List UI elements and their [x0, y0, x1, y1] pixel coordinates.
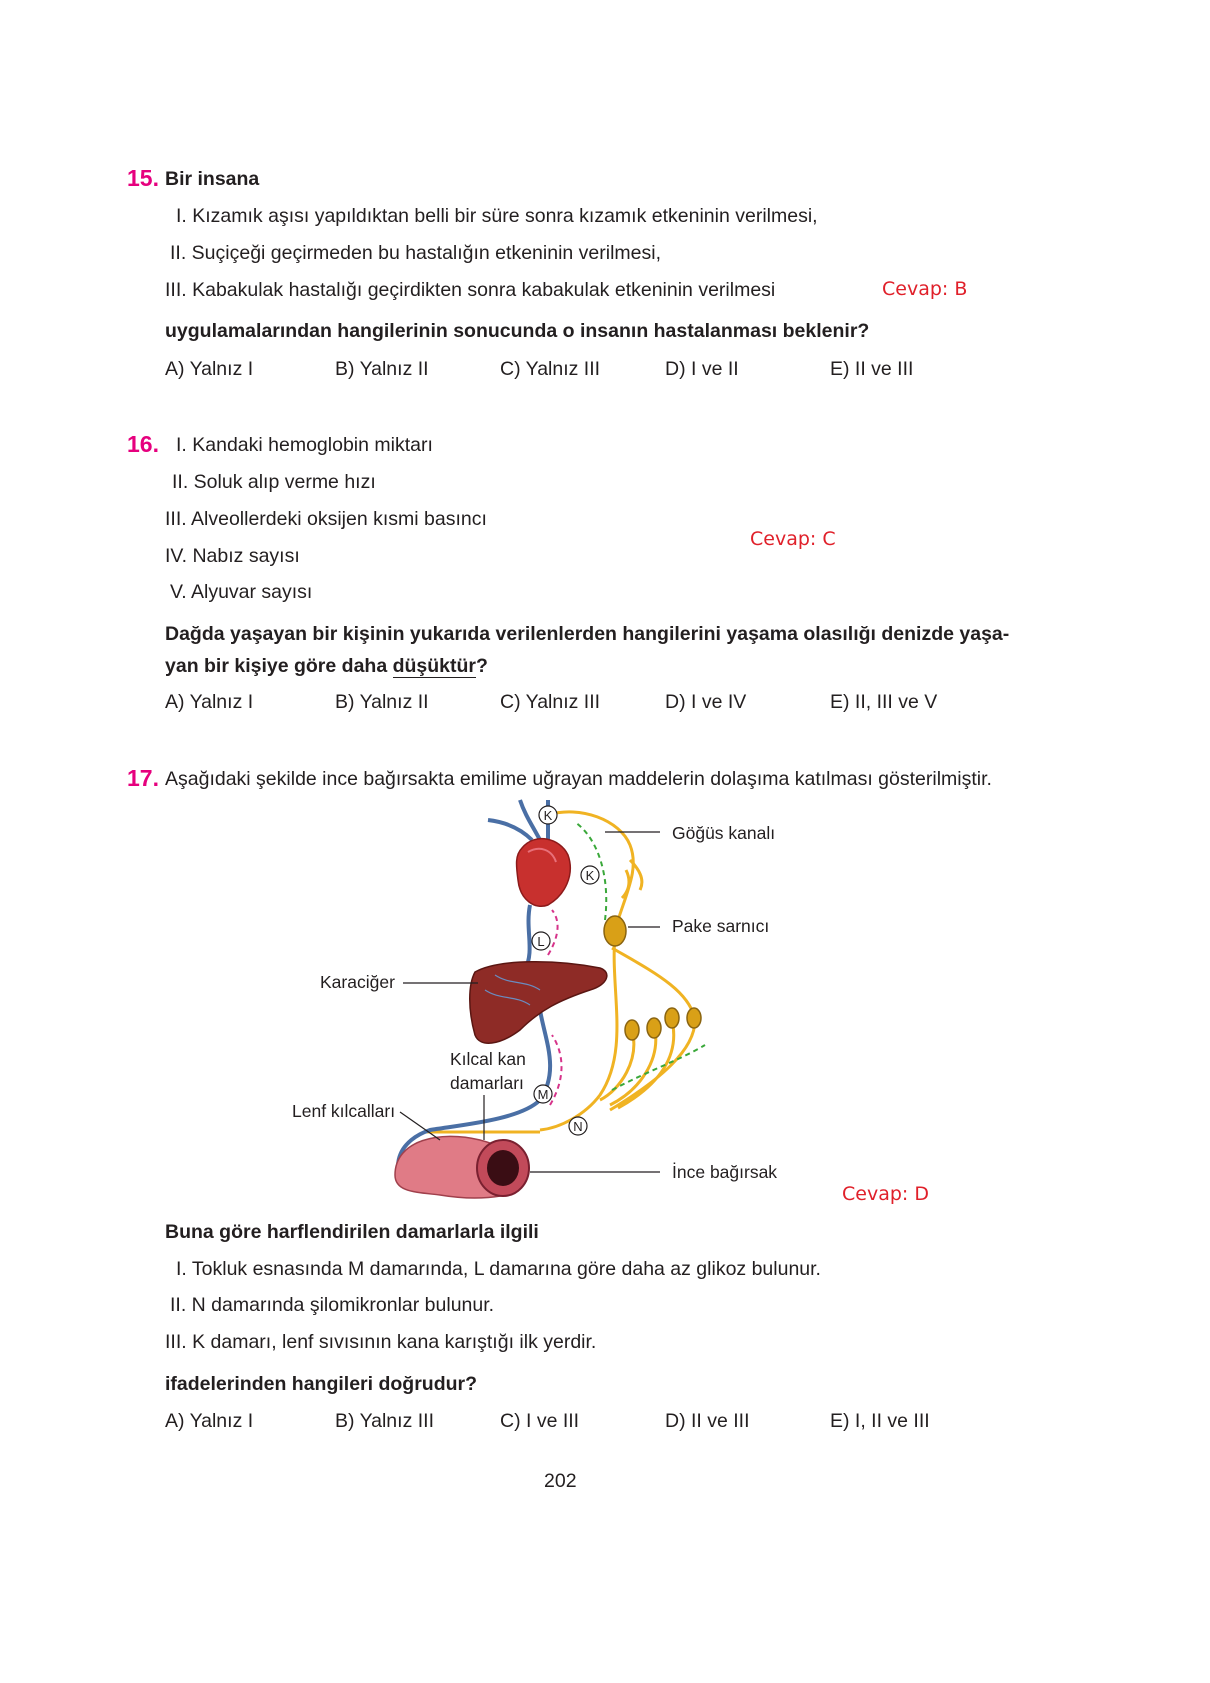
- label-ince-bagirsak: İnce bağırsak: [672, 1162, 778, 1182]
- q17-item-2: II. N damarında şilomikronlar bulunur.: [170, 1294, 495, 1316]
- q15-option-e[interactable]: E) II ve III: [830, 358, 914, 380]
- q16-question-line1: Dağda yaşayan bir kişinin yukarıda verilenlerden hangilerini yaşama olasılığı denizde yaşa-: [165, 623, 1010, 645]
- q15-question: uygulamalarından hangilerinin sonucunda o insanın hastalanması beklenir?: [165, 320, 870, 342]
- letter-k1: K: [543, 808, 553, 823]
- label-gogus-kanali: Göğüs kanalı: [672, 823, 776, 843]
- lymph-node-1: [625, 1020, 639, 1040]
- q15-item-3: III. Kabakulak hastalığı geçirdikten sonra kabakulak etkeninin verilmesi: [165, 279, 776, 301]
- lymph-node-4: [687, 1008, 701, 1028]
- q15-item-1: I. Kızamık aşısı yapıldıktan belli bir süre sonra kızamık etkeninin verilmesi,: [176, 205, 818, 227]
- q17-option-e[interactable]: E) I, II ve III: [830, 1410, 930, 1432]
- q16-option-a[interactable]: A) Yalnız I: [165, 691, 254, 713]
- q17-item-1: I. Tokluk esnasında M damarında, L damarına göre daha az glikoz bulunur.: [176, 1258, 821, 1280]
- circulation-diagram: [280, 795, 820, 1215]
- q15-option-a[interactable]: A) Yalnız I: [165, 358, 254, 380]
- label-kilcal-1: Kılcal kan: [450, 1049, 526, 1069]
- letter-l: L: [537, 934, 545, 949]
- q17-answer: Cevap: D: [842, 1183, 929, 1205]
- q17-option-b[interactable]: B) Yalnız III: [335, 1410, 434, 1432]
- q15-stem: Bir insana: [165, 168, 260, 190]
- liver-icon: [470, 962, 607, 1043]
- q17-option-c[interactable]: C) I ve III: [500, 1410, 580, 1432]
- q16-item-3: III. Alveollerdeki oksijen kısmi basıncı: [165, 508, 487, 530]
- label-karaciger: Karaciğer: [320, 972, 395, 992]
- cisterna-chyli-node: [604, 916, 626, 946]
- lymph-node-2: [647, 1018, 661, 1038]
- q16-question-line2: [165, 655, 488, 678]
- hepatic-vein: [525, 905, 530, 970]
- lymph-node-3: [665, 1008, 679, 1028]
- q16-question-pre: yan bir kişiye göre daha: [165, 655, 393, 677]
- q17-item-3: III. K damarı, lenf sıvısının kana karıştığı ilk yerdir.: [165, 1331, 597, 1353]
- q16-item-1: I. Kandaki hemoglobin miktarı: [176, 434, 433, 456]
- page-number: 202: [544, 1470, 577, 1492]
- q17-stem: Aşağıdaki şekilde ince bağırsakta emilime uğrayan maddelerin dolaşıma katılması gösterilmiştir.: [165, 768, 992, 790]
- q16-question-post: ?: [476, 655, 488, 677]
- q16-option-d[interactable]: D) I ve IV: [665, 691, 747, 713]
- letter-n: N: [573, 1119, 583, 1134]
- letter-k2: K: [585, 868, 595, 883]
- intestine-lumen-inner: [487, 1150, 519, 1186]
- q15-item-2: II. Suçiçeği geçirmeden bu hastalığın etkeninin verilmesi,: [170, 242, 662, 264]
- label-pake-sarnici: Pake sarnıcı: [672, 916, 770, 936]
- q16-option-e[interactable]: E) II, III ve V: [830, 691, 938, 713]
- letter-m: M: [537, 1087, 549, 1102]
- q15-option-b[interactable]: B) Yalnız II: [335, 358, 429, 380]
- q16-number: 16.: [127, 431, 159, 457]
- q16-option-b[interactable]: B) Yalnız II: [335, 691, 429, 713]
- blood-flow-arrow-l: [548, 910, 558, 955]
- vein-top-2: [488, 820, 532, 840]
- lymph-flow-arrow-side: [612, 1045, 705, 1090]
- q17-question: ifadelerinden hangileri doğrudur?: [165, 1373, 478, 1395]
- q16-item-5: V. Alyuvar sayısı: [170, 581, 313, 603]
- q15-option-c[interactable]: C) Yalnız III: [500, 358, 601, 380]
- q16-question-underlined: düşüktür: [392, 655, 477, 677]
- q16-item-2: II. Soluk alıp verme hızı: [172, 471, 376, 493]
- label-kilcal-2: damarları: [450, 1073, 524, 1093]
- q15-number: 15.: [127, 165, 159, 191]
- q16-option-c[interactable]: C) Yalnız III: [500, 691, 601, 713]
- q17-lead: Buna göre harflendirilen damarlarla ilgili: [165, 1221, 539, 1243]
- q15-option-d[interactable]: D) I ve II: [665, 358, 739, 380]
- q17-option-a[interactable]: A) Yalnız I: [165, 1410, 254, 1432]
- q17-number: 17.: [127, 765, 159, 791]
- q16-item-4: IV. Nabız sayısı: [165, 545, 300, 567]
- label-lenf-kilcallari: Lenf kılcalları: [292, 1101, 396, 1121]
- q16-answer: Cevap: C: [750, 528, 836, 550]
- q15-answer: Cevap: B: [882, 278, 968, 300]
- q17-option-d[interactable]: D) II ve III: [665, 1410, 750, 1432]
